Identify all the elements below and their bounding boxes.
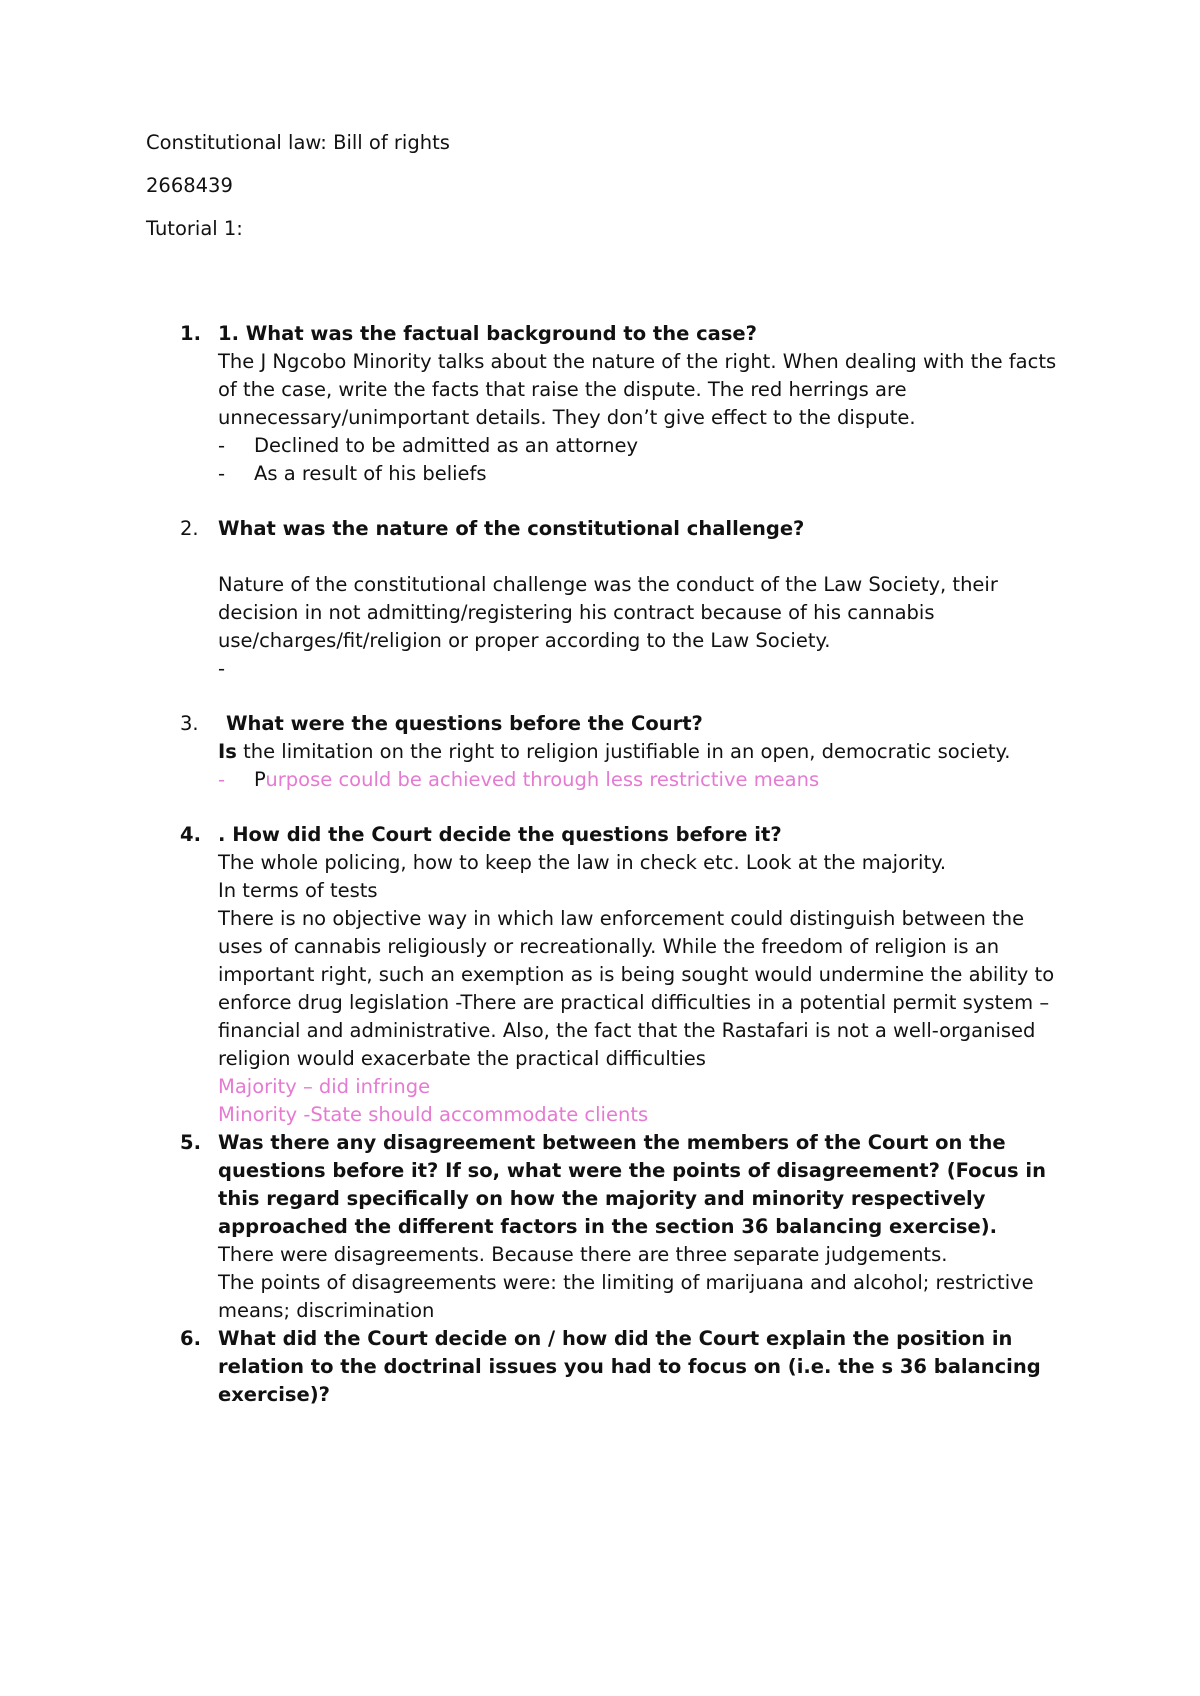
bullet-text: Declined to be admitted as an attorney	[254, 434, 639, 457]
question-number: 4.	[180, 823, 201, 846]
bullet-item	[218, 766, 1070, 794]
question-text: 1. What was the factual background to the case?	[218, 322, 757, 345]
question-number: 2.	[180, 517, 199, 540]
minority-note: Minority -State should accommodate clients	[218, 1103, 649, 1126]
tutorial-heading: Tutorial 1:	[146, 217, 243, 240]
answer-paragraph: There were disagreements. Because there are three separate judgements.	[218, 1243, 948, 1266]
question-list	[0, 320, 1200, 1409]
blank-line	[218, 543, 1070, 571]
dash-marker: -	[218, 434, 226, 457]
spacer	[0, 488, 1200, 515]
bullet-bold-letter: P	[254, 768, 266, 791]
empty-dash-item: -	[218, 657, 226, 680]
bullet-item	[218, 460, 1070, 488]
question-item-1	[0, 320, 1200, 488]
dash-marker: -	[218, 462, 226, 485]
question-text: What did the Court decide on / how did the Court explain the position in relation to the doctrinal issues you had to focus on (i.e. the s 36 balancing exercise)?	[218, 1327, 1041, 1406]
spacer	[0, 683, 1200, 710]
answer-paragraph: The points of disagreements were: the limiting of marijuana and alcohol; restrictive means; discrimination	[218, 1271, 1034, 1322]
spacer	[0, 794, 1200, 821]
bullet-item	[218, 432, 1070, 460]
answer-paragraph: There is no objective way in which law enforcement could distinguish between the uses of cannabis religiously or recreationally. While the freedom of religion is an important right, such an exemption as is being sought would undermine the ability to enforce drug legislation -There are practical difficulties in a potential permit system – financial and administrative. Also, the fact that the Rastafari is not a well-organised religion would exacerbate the practical difficulties	[218, 907, 1055, 1070]
question-text: What were the questions before the Court?	[226, 712, 703, 735]
dash-marker: -	[218, 768, 226, 791]
document-title: Constitutional law: Bill of rights	[146, 131, 450, 154]
question-number: 1.	[180, 322, 201, 345]
question-item-5	[0, 1129, 1200, 1325]
question-text: . How did the Court decide the questions before it?	[218, 823, 782, 846]
question-item-6	[0, 1325, 1200, 1409]
question-number: 5.	[180, 1131, 201, 1154]
answer-paragraph	[218, 738, 1070, 766]
paragraph-rest: the limitation on the right to religion justifiable in an open, democratic society.	[236, 740, 1011, 763]
answer-paragraph: Nature of the constitutional challenge was the conduct of the Law Society, their decision in not admitting/registering his contract because of his cannabis use/charges/fit/religion or proper according to the Law Society.	[218, 573, 998, 652]
student-number: 2668439	[146, 174, 233, 197]
bullet-pink-text: urpose could be achieved through less restrictive means	[265, 768, 820, 791]
question-number: 3.	[180, 712, 199, 735]
question-item-4	[0, 821, 1200, 1129]
bullet-text: As a result of his beliefs	[254, 462, 487, 485]
bold-lead: Is	[218, 740, 237, 763]
question-text: Was there any disagreement between the members of the Court on the questions before it? If so, what were the points of disagreement? (Focus in this regard specifically on how the majority and minority respectively approached the different factors in the section 36 balancing exercise).	[218, 1131, 1046, 1238]
question-number: 6.	[180, 1327, 201, 1350]
answer-paragraph: The J Ngcobo Minority talks about the nature of the right. When dealing with the facts of the case, write the facts that raise the dispute. The red herrings are unnecessary/unimportant details. They don’t give effect to the dispute.	[218, 350, 1057, 429]
answer-paragraph: The whole policing, how to keep the law in check etc. Look at the majority.	[218, 851, 947, 874]
question-item-3	[0, 710, 1200, 794]
question-item-2	[0, 515, 1200, 683]
answer-paragraph: In terms of tests	[218, 879, 378, 902]
majority-note: Majority – did infringe	[218, 1075, 431, 1098]
question-text: What was the nature of the constitutional challenge?	[218, 517, 805, 540]
